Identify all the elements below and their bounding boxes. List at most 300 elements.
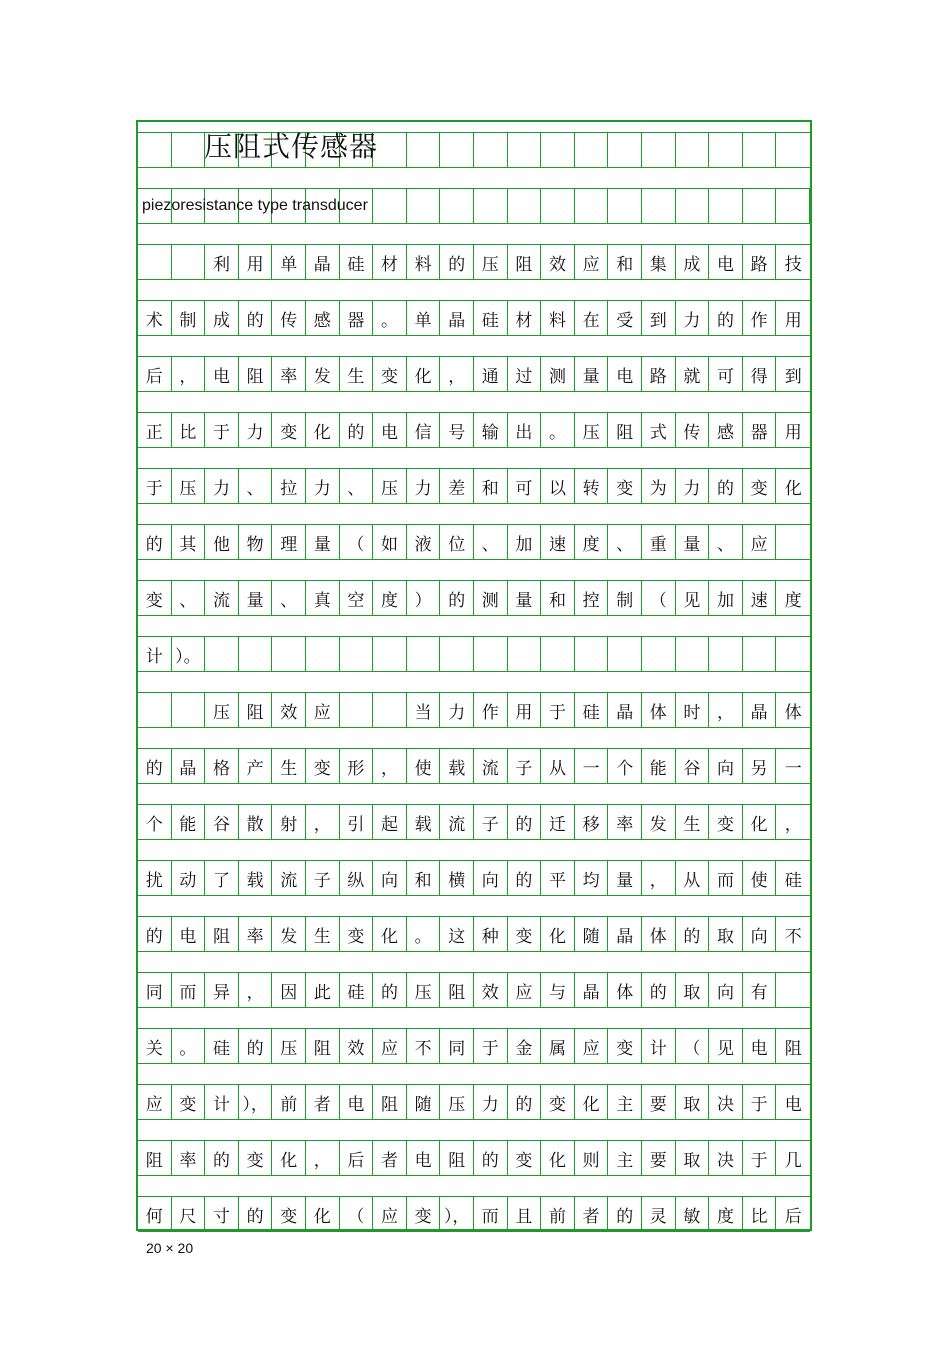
grid-cell: 了 — [205, 861, 239, 895]
grid-cell: ）。 — [172, 637, 206, 671]
grid-cell: 传 — [676, 413, 710, 447]
grid-cell: 格 — [205, 749, 239, 783]
grid-cell — [709, 637, 743, 671]
grid-cell: 从 — [676, 861, 710, 895]
grid-cell: 用 — [784, 310, 802, 331]
grid-cell — [776, 189, 810, 223]
text-row — [138, 1140, 810, 1176]
grid-cell: 变 — [172, 1085, 206, 1119]
grid-cell: 压 — [407, 973, 441, 1007]
grid-cell: 变 — [407, 1197, 441, 1231]
grid-cell: 速 — [541, 525, 575, 559]
grid-cell — [474, 133, 508, 167]
grid-cell: 向 — [743, 917, 777, 951]
grid-cell: 的 — [709, 469, 743, 503]
grid-cell: 的 — [608, 1197, 642, 1231]
grid-cell: 测 — [541, 357, 575, 391]
grid-cell: 差 — [440, 469, 474, 503]
grid-cell: 变 — [272, 1197, 306, 1231]
grid-cell: 使 — [407, 749, 441, 783]
grid-cell: 输 — [474, 413, 508, 447]
grid-cell: 化 — [272, 1141, 306, 1175]
grid-cell: 拉 — [272, 469, 306, 503]
grid-cell: 决 — [709, 1141, 743, 1175]
grid-cell — [676, 133, 710, 167]
grid-cell: 谷 — [205, 805, 239, 839]
grid-cell: 使 — [743, 861, 777, 895]
grid-cell: ， — [172, 357, 206, 391]
grid-cell — [676, 189, 710, 223]
grid-cell: 量 — [306, 525, 340, 559]
grid-cell: 谷 — [676, 749, 710, 783]
grid-cell: 的 — [138, 525, 172, 559]
grid-cell: 敏 — [676, 1197, 710, 1231]
grid-cell: 的 — [239, 301, 273, 335]
grid-cell: 力 — [676, 301, 710, 335]
grid-cell: 而 — [474, 1197, 508, 1231]
grid-cell: 的 — [676, 917, 710, 951]
grid-cell: 计 — [205, 1085, 239, 1119]
grid-cell — [474, 637, 508, 671]
grid-cell: 的 — [340, 413, 374, 447]
grid-cell: 流 — [205, 581, 239, 615]
grid-cell: 均 — [575, 861, 609, 895]
grid-cell: 物 — [239, 525, 273, 559]
grid-cell: 与 — [541, 973, 575, 1007]
grid-cell: 到 — [784, 366, 802, 387]
grid-cell: 变 — [306, 749, 340, 783]
grid-cell: 感 — [306, 301, 340, 335]
grid-cell — [172, 693, 206, 727]
grid-cell: 的 — [642, 973, 676, 1007]
grid-cell: 变 — [508, 917, 542, 951]
grid-cell: ， — [784, 814, 802, 835]
grid-cell: 理 — [272, 525, 306, 559]
grid-cell: 的 — [239, 1029, 273, 1063]
grid-cell: 电 — [373, 413, 407, 447]
grid-cell: 阻 — [373, 1085, 407, 1119]
grid-cell: 且 — [508, 1197, 542, 1231]
grid-cell: 压 — [373, 469, 407, 503]
grid-cell: ）， — [440, 1197, 474, 1231]
grid-cell: 变 — [608, 1029, 642, 1063]
grid-cell: 真 — [306, 581, 340, 615]
grid-cell: 变 — [541, 1085, 575, 1119]
grid-cell: ， — [440, 357, 474, 391]
grid-cell: 、 — [272, 581, 306, 615]
grid-cell: 取 — [676, 973, 710, 1007]
grid-cell: 体 — [642, 693, 676, 727]
grid-cell: 电 — [205, 357, 239, 391]
grid-cell — [508, 133, 542, 167]
grid-cell: 要 — [642, 1085, 676, 1119]
grid-cell: 。 — [541, 413, 575, 447]
grid-cell — [608, 189, 642, 223]
grid-cell — [575, 189, 609, 223]
grid-cell: 主 — [608, 1085, 642, 1119]
grid-cell — [776, 973, 810, 1007]
grid-cell: 。 — [172, 1029, 206, 1063]
grid-cell: 个 — [138, 805, 172, 839]
grid-cell — [575, 637, 609, 671]
grid-cell: 随 — [575, 917, 609, 951]
grid-cell: 为 — [642, 469, 676, 503]
grid-cell — [676, 637, 710, 671]
grid-cell: 产 — [239, 749, 273, 783]
grid-cell — [743, 189, 777, 223]
grid-cell: 几 — [784, 1150, 802, 1171]
grid-cell: 液 — [407, 525, 441, 559]
grid-cell — [340, 693, 374, 727]
grid-cell: 压 — [272, 1029, 306, 1063]
grid-cell: 压 — [440, 1085, 474, 1119]
grid-cell: 和 — [474, 469, 508, 503]
grid-cell: 时 — [676, 693, 710, 727]
grid-cell: 电 — [407, 1141, 441, 1175]
grid-cell: 阻 — [239, 357, 273, 391]
grid-cell: 的 — [138, 917, 172, 951]
grid-cell: 属 — [541, 1029, 575, 1063]
grid-cell: 电 — [709, 245, 743, 279]
grid-cell: 、 — [474, 525, 508, 559]
grid-cell: 力 — [676, 469, 710, 503]
grid-cell: （ — [340, 1197, 374, 1231]
grid-cell: 体 — [608, 973, 642, 1007]
grid-cell — [373, 189, 407, 223]
grid-cell: 应 — [306, 693, 340, 727]
text-row — [138, 636, 810, 672]
grid-cell: 变 — [709, 805, 743, 839]
grid-cell: 于 — [205, 413, 239, 447]
grid-cell: 转 — [575, 469, 609, 503]
grid-cell: 后 — [340, 1141, 374, 1175]
grid-cell: 纵 — [340, 861, 374, 895]
grid-cell: 量 — [608, 861, 642, 895]
grid-cell: ， — [306, 1141, 340, 1175]
grid-cell: 射 — [272, 805, 306, 839]
grid-cell: 个 — [608, 749, 642, 783]
grid-cell: 变 — [138, 581, 172, 615]
grid-cell: 材 — [508, 301, 542, 335]
grid-cell — [541, 189, 575, 223]
english-subtitle: piezoresistance type transducer — [142, 197, 368, 214]
grid-cell: 计 — [138, 637, 172, 671]
grid-cell: 度 — [784, 590, 802, 611]
grid-cell: 可 — [709, 357, 743, 391]
grid-cell: 得 — [743, 357, 777, 391]
grid-cell: 取 — [676, 1085, 710, 1119]
grid-cell: 、 — [608, 525, 642, 559]
grid-cell: 变 — [608, 469, 642, 503]
grid-cell: 者 — [373, 1141, 407, 1175]
text-row — [138, 692, 810, 728]
grid-cell: 力 — [407, 469, 441, 503]
grid-cell: 电 — [784, 1094, 802, 1115]
grid-cell: 加 — [709, 581, 743, 615]
grid-cell: 的 — [440, 581, 474, 615]
grid-cell: 化 — [373, 917, 407, 951]
text-row — [138, 1028, 810, 1064]
grid-cell: 者 — [575, 1197, 609, 1231]
grid-cell: 出 — [508, 413, 542, 447]
grid-cell: 应 — [373, 1197, 407, 1231]
grid-cell: 向 — [709, 749, 743, 783]
grid-cell — [138, 693, 172, 727]
grid-cell: 力 — [239, 413, 273, 447]
grid-cell: 量 — [676, 525, 710, 559]
grid-cell: 子 — [508, 749, 542, 783]
grid-cell: 同 — [440, 1029, 474, 1063]
grid-cell: 电 — [608, 357, 642, 391]
grid-cell: 见 — [676, 581, 710, 615]
grid-cell: 、 — [340, 469, 374, 503]
grid-cell: 用 — [508, 693, 542, 727]
grid-paper — [136, 120, 812, 1231]
grid-cell — [205, 637, 239, 671]
grid-cell: 的 — [138, 749, 172, 783]
grid-cell — [743, 133, 777, 167]
grid-cell: 压 — [205, 693, 239, 727]
grid-cell: 体 — [784, 702, 802, 723]
grid-cell: 他 — [205, 525, 239, 559]
grid-cell — [239, 637, 273, 671]
grid-cell: 化 — [575, 1085, 609, 1119]
grid-cell: 于 — [743, 1085, 777, 1119]
grid-cell: 单 — [272, 245, 306, 279]
grid-cell: 后 — [138, 357, 172, 391]
grid-cell — [172, 245, 206, 279]
grid-cell: 和 — [541, 581, 575, 615]
grid-cell: 变 — [373, 357, 407, 391]
grid-cell: 流 — [440, 805, 474, 839]
grid-cell: 阻 — [784, 1038, 802, 1059]
grid-cell: 集 — [642, 245, 676, 279]
grid-cell: 式 — [642, 413, 676, 447]
grid-cell: 量 — [239, 581, 273, 615]
grid-cell: 作 — [474, 693, 508, 727]
text-row — [138, 300, 810, 336]
grid-cell: 力 — [306, 469, 340, 503]
grid-cell: 晶 — [172, 749, 206, 783]
grid-cell: 横 — [440, 861, 474, 895]
grid-cell: 子 — [474, 805, 508, 839]
grid-cell — [743, 637, 777, 671]
grid-cell: 于 — [541, 693, 575, 727]
grid-cell: 晶 — [306, 245, 340, 279]
grid-cell: 而 — [172, 973, 206, 1007]
grid-cell: 化 — [407, 357, 441, 391]
grid-cell: 变 — [508, 1141, 542, 1175]
grid-cell: 用 — [784, 422, 802, 443]
grid-cell: 晶 — [608, 693, 642, 727]
grid-cell: 能 — [172, 805, 206, 839]
grid-cell: 、 — [172, 581, 206, 615]
grid-cell: 有 — [743, 973, 777, 1007]
grid-cell: 不 — [407, 1029, 441, 1063]
grid-cell: 起 — [373, 805, 407, 839]
grid-cell — [508, 189, 542, 223]
grid-cell: 比 — [172, 413, 206, 447]
grid-cell: 子 — [306, 861, 340, 895]
grid-cell: 和 — [608, 245, 642, 279]
text-row — [138, 468, 810, 504]
grid-cell: 制 — [608, 581, 642, 615]
grid-cell: 生 — [306, 917, 340, 951]
grid-cell: 化 — [541, 1141, 575, 1175]
grid-cell: 率 — [272, 357, 306, 391]
grid-cell: 前 — [541, 1197, 575, 1231]
grid-cell: 比 — [743, 1197, 777, 1231]
grid-cell: 效 — [340, 1029, 374, 1063]
grid-cell: 流 — [474, 749, 508, 783]
grid-cell: 的 — [373, 973, 407, 1007]
grid-cell: 的 — [709, 301, 743, 335]
grid-cell: 计 — [642, 1029, 676, 1063]
grid-cell — [440, 637, 474, 671]
grid-cell: 空 — [340, 581, 374, 615]
text-row — [138, 524, 810, 560]
grid-cell: 量 — [575, 357, 609, 391]
grid-cell: 变 — [272, 413, 306, 447]
grid-cell — [440, 133, 474, 167]
grid-cell: 应 — [138, 1085, 172, 1119]
grid-cell — [642, 133, 676, 167]
grid-cell: 位 — [440, 525, 474, 559]
grid-cell: 应 — [575, 245, 609, 279]
grid-cell: 向 — [474, 861, 508, 895]
grid-cell: 通 — [474, 357, 508, 391]
grid-cell: 受 — [608, 301, 642, 335]
grid-cell — [306, 637, 340, 671]
grid-cell: 的 — [474, 1141, 508, 1175]
grid-cell: 阻 — [440, 1141, 474, 1175]
grid-size-label: 20 × 20 — [146, 1240, 194, 1256]
grid-cell: 形 — [340, 749, 374, 783]
grid-cell — [776, 637, 810, 671]
grid-cell — [709, 133, 743, 167]
grid-cell: 取 — [676, 1141, 710, 1175]
grid-cell: 阻 — [440, 973, 474, 1007]
grid-cell: 成 — [676, 245, 710, 279]
grid-cell: 料 — [541, 301, 575, 335]
grid-cell: 压 — [474, 245, 508, 279]
grid-cell: 作 — [743, 301, 777, 335]
grid-cell: 术 — [138, 301, 172, 335]
grid-cell: 生 — [340, 357, 374, 391]
grid-cell: ， — [373, 749, 407, 783]
grid-cell: 到 — [642, 301, 676, 335]
grid-cell — [608, 637, 642, 671]
grid-cell: 度 — [709, 1197, 743, 1231]
grid-cell — [474, 189, 508, 223]
grid-cell: 的 — [440, 245, 474, 279]
grid-cell: 硅 — [575, 693, 609, 727]
grid-cell: 感 — [709, 413, 743, 447]
grid-cell: 生 — [272, 749, 306, 783]
grid-cell: 晶 — [608, 917, 642, 951]
grid-cell: 过 — [508, 357, 542, 391]
grid-cell: （ — [340, 525, 374, 559]
text-row — [138, 804, 810, 840]
grid-cell: 重 — [642, 525, 676, 559]
grid-cell — [340, 637, 374, 671]
text-row — [138, 1084, 810, 1120]
grid-cell: 路 — [743, 245, 777, 279]
grid-cell: 取 — [709, 917, 743, 951]
grid-cell: 效 — [474, 973, 508, 1007]
grid-cell: 技 — [784, 254, 802, 275]
grid-cell: 载 — [239, 861, 273, 895]
grid-cell: ， — [642, 861, 676, 895]
grid-cell: 率 — [239, 917, 273, 951]
grid-cell: 一 — [575, 749, 609, 783]
grid-cell: 另 — [743, 749, 777, 783]
text-row — [138, 356, 810, 392]
grid-cell: 于 — [743, 1141, 777, 1175]
grid-cell: 料 — [407, 245, 441, 279]
grid-cell: ）， — [239, 1085, 273, 1119]
grid-cell — [373, 693, 407, 727]
grid-cell: 于 — [138, 469, 172, 503]
grid-cell — [373, 637, 407, 671]
grid-cell: 从 — [541, 749, 575, 783]
grid-cell: 压 — [575, 413, 609, 447]
grid-cell: 动 — [172, 861, 206, 895]
grid-cell — [407, 189, 441, 223]
grid-cell: 可 — [508, 469, 542, 503]
grid-cell: 速 — [743, 581, 777, 615]
grid-cell: 。 — [407, 917, 441, 951]
grid-cell: 一 — [784, 758, 802, 779]
grid-cell — [608, 133, 642, 167]
grid-cell: 异 — [205, 973, 239, 1007]
grid-cell: 器 — [340, 301, 374, 335]
grid-cell: 见 — [709, 1029, 743, 1063]
grid-cell: 在 — [575, 301, 609, 335]
grid-cell: 晶 — [575, 973, 609, 1007]
grid-cell: 于 — [474, 1029, 508, 1063]
grid-cell: 的 — [508, 861, 542, 895]
grid-cell: 前 — [272, 1085, 306, 1119]
grid-cell — [407, 133, 441, 167]
text-row — [138, 244, 810, 280]
grid-cell: 力 — [474, 1085, 508, 1119]
grid-cell: 关 — [138, 1029, 172, 1063]
grid-cell: 电 — [172, 917, 206, 951]
text-row — [138, 972, 810, 1008]
grid-cell: 、 — [239, 469, 273, 503]
grid-cell: 和 — [407, 861, 441, 895]
grid-cell: 的 — [205, 1141, 239, 1175]
grid-cell: 阻 — [205, 917, 239, 951]
grid-cell: 当 — [407, 693, 441, 727]
grid-cell: 迁 — [541, 805, 575, 839]
grid-cell: 扰 — [138, 861, 172, 895]
grid-cell: 发 — [272, 917, 306, 951]
grid-cell: 晶 — [440, 301, 474, 335]
grid-cell: 移 — [575, 805, 609, 839]
grid-cell: 号 — [440, 413, 474, 447]
grid-cell: 率 — [608, 805, 642, 839]
grid-cell — [541, 637, 575, 671]
grid-cell: 压 — [172, 469, 206, 503]
grid-cell: 种 — [474, 917, 508, 951]
grid-cell: 金 — [508, 1029, 542, 1063]
grid-cell: 而 — [709, 861, 743, 895]
grid-cell: 如 — [373, 525, 407, 559]
grid-cell: 化 — [306, 413, 340, 447]
grid-cell: 阻 — [138, 1141, 172, 1175]
